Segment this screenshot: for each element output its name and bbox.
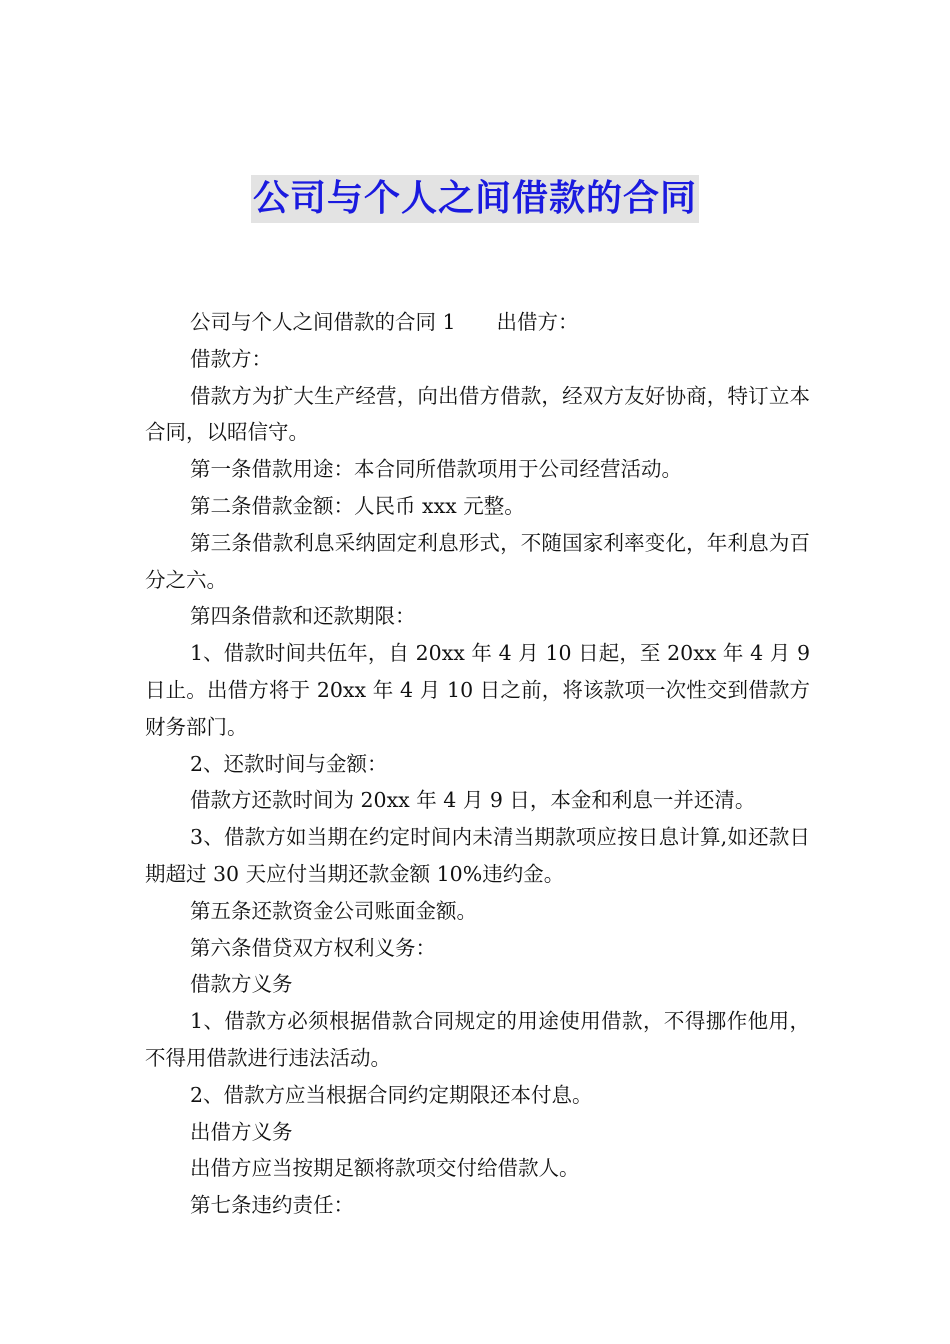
paragraph-article-4-item-3: 3、借款方如当期在约定时间内未清当期款项应按日息计算,如还款日期超过 30 天应付当期还款金额 10%违约金。 [145,825,810,886]
paragraph-article-4: 第四条借款和还款期限： [190,604,416,629]
paragraph-article-4-item-1: 1、借款时间共伍年，自 20xx 年 4 月 10 日起，至 20xx 年 4 月 9 日止。出借方将于 20xx 年 4 月 10 日之前，将该款项一次性交到借款方财务部门。 [145,641,817,739]
paragraph-preamble: 借款方为扩大生产经营，向出借方借款，经双方友好协商，特订立本合同，以昭信守。 [145,383,810,445]
paragraph-repayment-time: 借款方还款时间为 20xx 年 4 月 9 日，本金和利息一并还清。 [190,788,756,813]
paragraph-article-1: 第一条借款用途：本合同所借款项用于公司经营活动。 [190,457,682,482]
paragraph-borrower-duty-2: 2、借款方应当根据合同约定期限还本付息。 [190,1082,593,1107]
paragraph-article-6: 第六条借贷双方权利义务： [190,935,436,960]
paragraph-intro: 公司与个人之间借款的合同 1 出借方： [190,310,579,334]
paragraph-article-5: 第五条还款资金公司账面金额。 [190,898,477,923]
document-title: 公司与个人之间借款的合同 [251,175,699,223]
paragraph-borrower: 借款方： [190,346,272,371]
paragraph-borrower-duties: 借款方义务 [190,972,293,997]
paragraph-article-4-item-2: 2、还款时间与金额： [190,751,388,776]
document-body [145,304,817,1224]
paragraph-article-3: 第三条借款利息采纳固定利息形式，不随国家利率变化，年利息为百分之六。 [145,530,810,592]
paragraph-lender-duties: 出借方义务 [190,1119,293,1144]
paragraph-borrower-duty-1: 1、借款方必须根据借款合同规定的用途使用借款，不得挪作他用，不得用借款进行违法活动。 [145,1009,810,1070]
title-container [0,175,950,223]
paragraph-article-7: 第七条违约责任： [190,1193,354,1218]
paragraph-article-2: 第二条借款金额：人民币 xxx 元整。 [190,493,525,518]
paragraph-lender-duty: 出借方应当按期足额将款项交付给借款人。 [190,1156,580,1181]
